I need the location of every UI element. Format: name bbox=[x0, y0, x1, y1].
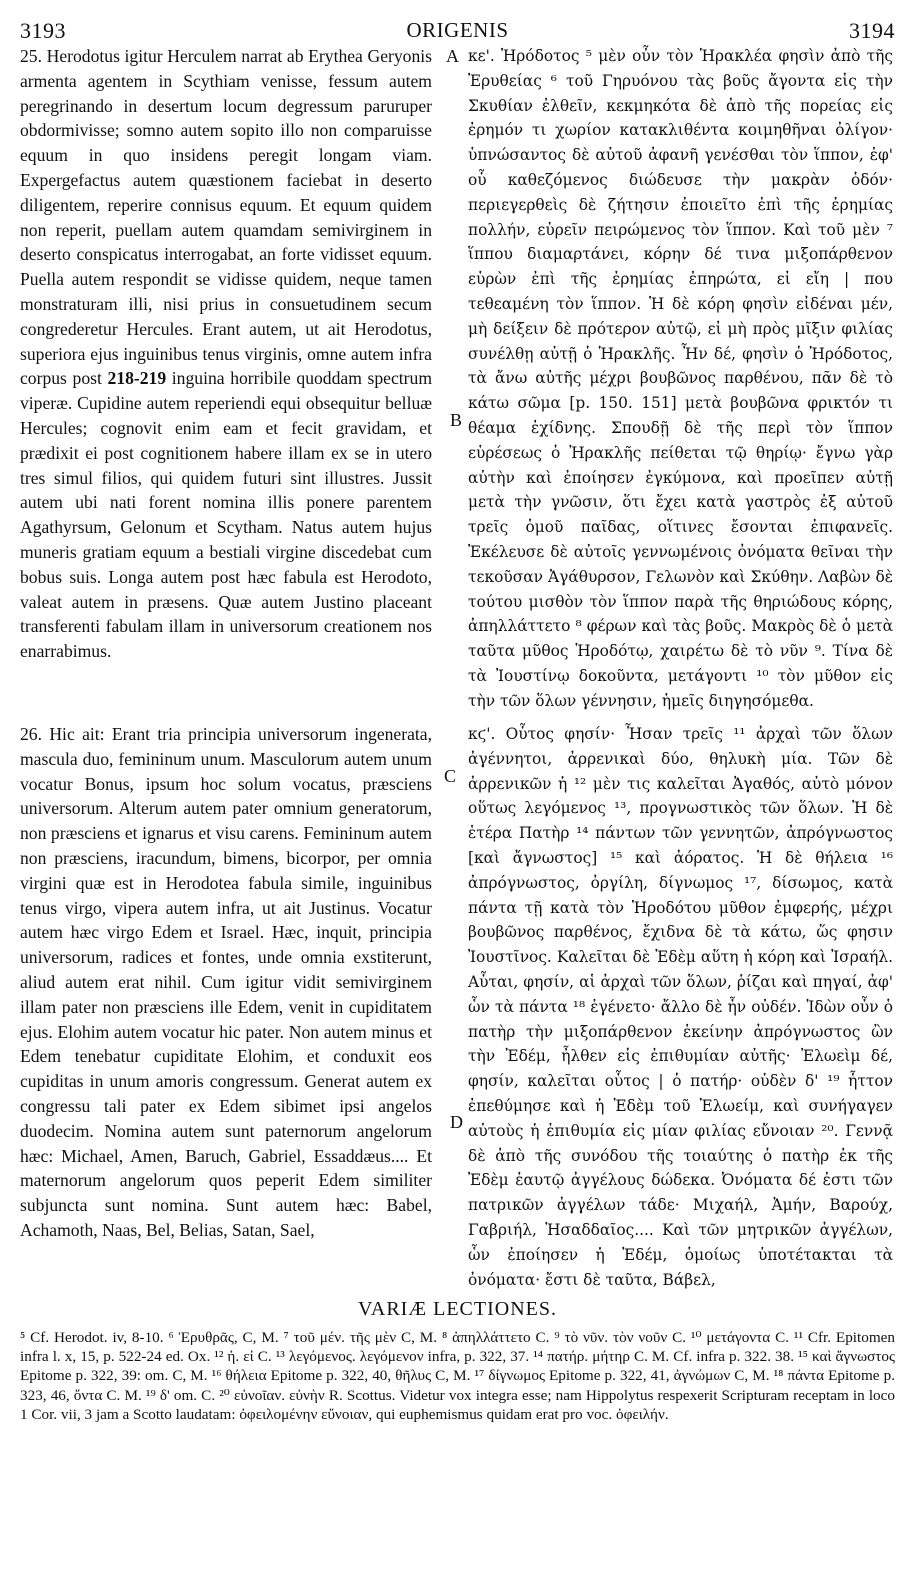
left-column-number: 3193 bbox=[20, 18, 66, 43]
latin-paragraph-26: 26. Hic ait: Erant tria principia universorum ingenerata, mascula duo, femininum unum. Masculorum autem unum vocatur Bonus, ipsum hoc solum vocatus, præsciens universorum. Alterum autem pater omnium generatorum, non præsciens et ignarus et visu carens. Femininum autem non præsciens, iracundum, bimens, bicorpor, per omnia virgini quæ est in Herodotea fabula simile, inguinibus tenus virgo, vipera autem infra, ut ait Justinus. Vocatur autem hæc virgo Edem et Israel. Hæc, inquit, principia universorum, radices et fontes, unde omnia exstiterunt, aliud autem erat nihil. Cum igitur vidit semivirginem illam pater non præsciens ille Edem, venit in cupiditatem ejus. Elohim autem vocatur hic pater. Non autem minus et Edem tenebatur cupiditate Elohim, et conduxit eos cupiditas in unum amoris congressum. Generat autem ex congressu tali pater ex Edem sibimet ipsi angelos duodecim. Nomina autem sunt paternorum angelorum hæc: Michael, Amen, Baruch, Gabriel, Essaddæus.... Et maternorum angelorum quos peperit Edem similiter subjuncta sunt nomina. Sunt autem hæc: Babel, Achamoth, Naas, Bel, Belias, Satan, Sael, bbox=[20, 724, 432, 1240]
latin-text-25b: inguina horribile quoddam spectrum viperæ. Cupidine autem reperiendi equi obsequitur belluæ Hercules; cognovit enim eam et fecit gravidam, et prædixit ei post cognitionem habere illam ex se in utero tres simul filios, qui quidem futuri sint illustres. Jussit autem ubi nati forent nomina illis ponere parentem Agathyrsum, Gelonum et Scytham. Natus autem hujus muneris gratiam equum a bestiali virgine discedebat cum bobus suis. Longa autem post hæc fabula est Herodoto, valeat autem in præsens. Quæ autem Justino placeant transferenti fabulam illam in universorum creationem nos enarrabimus. bbox=[20, 368, 433, 662]
greek-section-25 bbox=[468, 44, 893, 714]
margin-marker-b: B bbox=[450, 410, 463, 430]
latin-text-25a: 25. Herodotus igitur Herculem narrat ab Erythea Geryonis armenta agentem in Scythiam venisse, fessum autem peregrinando in desertum locum degressum paruruper obdormivisse; somno autem sopito illo non comparuisse equum in quo insidens peregit longam viam. Expergefactus autem quæstionem faciebat in deserto diligentem, reperire connisus equum. Et equum quidem non reperit, puellam autem quamdam semivirginem in deserto conspicatus interrogabat, an forte vidisset equum. Puella autem respondit se vidisse quidem, neque tamen monstraturam illi, nisi prius in consuetudinem secum congrederetur Hercules. Erant autem, ut ait Herodotus, superiora ejus inguinibus tenus virginis, omne autem infra corpus post bbox=[20, 46, 432, 389]
greek-paragraph-25: κε'. Ἡρόδοτος ⁵ μὲν οὖν τὸν Ἡρακλέα φησὶν ἀπὸ τῆς Ἐρυθείας ⁶ τοῦ Γηρυόνου τὰς βοῦς ἄγοντα εἰς τὴν Σκυθίαν ἐλθεῖν, κεκμηκότα δὲ ἀπὸ τῆς πορείας εἰς ἐρημόν τι χωρίον κατακλιθέντα κοιμηθῆναι ὀλίγον· ὑπνώσαντος δὲ αὐτοῦ ἀφανῆ γενέσθαι τὸν ἵππον, ἐφ' οὗ καθεζόμενος διώδευσε τὴν μακρὰν ὁδόν· περιεγερθεὶς δὲ ζήτησιν ἐποιεῖτο ἐπὶ τῆς ἐρημίας πολλήν, εὑρεῖν πειρώμενος τὸν ἵππον. Καὶ τοῦ μὲν ⁷ ἵππου διαμαρτάνει, κόρην δέ τινα μιξοπάρθενον εὑρὼν ἐπὶ τῆς ἐρημίας ἐπηρώτα, εἰ εἴη | που τεθεαμένη τὸν ἵππον. Ἡ δὲ κόρη φησὶν εἰδέναι μέν, μὴ δείξειν δὲ πρότερον αὐτῷ, εἰ μὴ πρὸς μῖξιν φιλίας συνέλθῃ αὐτῇ ὁ Ἡρακλῆς. Ἦν δέ, φησὶν ὁ Ἡρόδοτος, τὰ ἄνω αὐτῆς μέχρι βουβῶνος παρθένου, πᾶν δὲ τὸ κάτω σῶμα [p. 150. 151] μετὰ βουβῶνα φρικτόν τι θέαμα ἐχίδνης. Σπουδῇ δὲ τῆς περὶ τὸν ἵππον εὑρέσεως ὁ Ἡρακλῆς πείθεται τῷ θηρίῳ· ἔγνω γὰρ αὐτὴν καὶ ἐποίησεν ἐγκύμονα, καὶ προεῖπεν αὐτῇ μετὰ τὴν γνῶσιν, ὅτι ἔχει κατὰ γαστρὸς ἐξ αὐτοῦ τρεῖς ὁμοῦ παῖδας, οἵτινες ἔσονται ἐπιφανεῖς. Ἐκέλευσε δὲ αὐτοῖς γεννωμένοις ὀνόματα θεῖναι τὴν τεκοῦσαν Ἀγάθυρσον, Γελωνὸν καὶ Σκύθην. Λαβὼν δὲ τούτου μισθὸν τὸν ἵππον παρὰ τῆς θηριώδους κόρης, ἀπηλλάττετο ⁸ φέρων καὶ τὰς βοῦς. Μακρὸς δὲ ὁ μετὰ ταῦτα μῦθος Ἡροδότῳ, χαιρέτω δὲ τὸ νῦν ⁹. Τίνα δὲ τὰ Ἰουστίνῳ δοκοῦντα, μετάγοντι ¹⁰ τὸν μῦθον εἰς τὴν τῶν ὅλων γέννησιν, ἡμεῖς διηγησόμεθα. bbox=[468, 47, 893, 710]
page-header bbox=[20, 18, 895, 44]
greek-paragraph-26: κϛ'. Οὗτος φησίν· Ἦσαν τρεῖς ¹¹ ἀρχαὶ τῶν ὅλων ἀγέννητοι, ἀρρενικαὶ δύο, θηλυκὴ μία. Τῶν δὲ ἀρρενικῶν ἡ ¹² μὲν τις καλεῖται Ἀγαθός, αὐτὸ μόνον οὕτως λεγόμενος ¹³, προγνωστικὸς τῶν ὅλων. Ἡ δὲ ἑτέρα Πατὴρ ¹⁴ πάντων τῶν γεννητῶν, ἀπρόγνωστος [καὶ ἄγνωστος] ¹⁵ καὶ ἀόρατος. Ἡ δὲ θήλεια ¹⁶ ἀπρόγνωστος, ὀργίλη, δίγνωμος ¹⁷, δίσωμος, κατὰ πάντα τῇ κατὰ τὸν Ἡροδότου μῦθον ἐμφερής, μέχρι βουβῶνος παρθένος, ἔχιδνα δὲ τὰ κάτω, ὥς φησιν Ἰουστῖνος. Καλεῖται δὲ Ἐδὲμ αὕτη ἡ κόρη καὶ Ἰσραήλ. Αὗται, φησίν, αἱ ἀρχαὶ τῶν ὅλων, ῥίζαι καὶ πηγαί, ἀφ' ὧν τὰ πάντα ¹⁸ ἐγένετο· ἄλλο δὲ ἦν οὐδέν. Ἰδὼν οὖν ὁ πατὴρ τὴν μιξοπάρθενον ἐκείνην ἀπρόγνωστος ὢν τὴν Ἐδέμ, ἦλθεν εἰς ἐπιθυμίαν αὐτῆς· Ἐλωεὶμ δέ, φησίν, καλεῖται οὗτος | ὁ πατήρ· οὐδὲν δ' ¹⁹ ἧττον ἐπεθύμησε καὶ ἡ Ἐδὲμ τοῦ Ἐλωείμ, καὶ συνήγαγεν αὐτοὺς ἡ ἐπιθυμία εἰς μίαν φιλίας εὔνοιαν ²⁰. Γεννᾷ δὲ ἀπὸ τῆς συνόδου τῆς τοιαύτης ὁ πατὴρ ἐκ τῆς Ἐδὲμ ἑαυτῷ ἀγγέλους δώδεκα. Ὀνόματα δέ ἐστι τῶν πατρικῶν ἀγγέλων τάδε· Μιχαήλ, Ἀμήν, Βαρούχ, Γαβριήλ, Ἡσαδδαῖος.... Καὶ τῶν μητρικῶν ἀγγέλων, ὧν ἐποίησεν ἡ Ἐδέμ, ὁμοίως ὑποτέτακται τὰ ὀνόματα· ἔστι δὲ ταῦτα, Βάβελ, bbox=[468, 725, 893, 1289]
latin-section-26 bbox=[20, 722, 432, 1243]
variae-lectiones-notes: ⁵ Cf. Herodot. iv, 8-10. ⁶ Ἐρυθρᾶς, C, M. ⁷ τοῦ μέν. τῆς μὲν C, M. ⁸ ἀπηλλάττετο C. ⁹ τὸ νῦν. τὸν νοῦν C. ¹⁰ μετάγοντα C. ¹¹ Cfr. Epitomen infra l. x, 15, p. 522-24 ed. Ox. ¹² ἡ. εἰ C. ¹³ λεγόμενος. λεγόμενον infra, p. 322, 37. ¹⁴ πατήρ. μήτηρ C. M. Cf. infra p. 322. 38. ¹⁵ καὶ ἄγνωστος Epitome p. 322, 39: om. C, M. ¹⁶ θήλεια Epitome p. 322, 40, θῆλυς C, M. ¹⁷ δίγνωμος Epitome p. 322, 41, ἀγνώμων C, M. ¹⁸ πάντα Epitome p. 323, 46, ὄντα C. M. ¹⁹ δ' om. C. ²⁰ εὐνοῖαν. εὐνὴν R. Scottus. Videtur vox integra esse; nam Hippolytus respexerit Scripturam receptam in loco 1 Cor. vii, 3 jam a Scotto laudatam: ὀφειλομένην εὔνοιαν, qui euphemismus quidam erat pro voc. ὀφειλήν. bbox=[20, 1329, 895, 1423]
margin-marker-c: C bbox=[444, 766, 457, 786]
running-title: ORIGENIS bbox=[406, 18, 509, 42]
latin-paragraph-25 bbox=[20, 44, 432, 664]
page-marker: 218-219 bbox=[107, 368, 167, 389]
latin-section-25 bbox=[20, 44, 432, 664]
right-column-number: 3194 bbox=[849, 18, 895, 43]
margin-marker-a: A bbox=[446, 46, 459, 66]
greek-section-26 bbox=[468, 722, 893, 1292]
variae-lectiones-title: VARIÆ LECTIONES. bbox=[358, 1298, 557, 1320]
margin-marker-d: D bbox=[450, 1112, 463, 1132]
